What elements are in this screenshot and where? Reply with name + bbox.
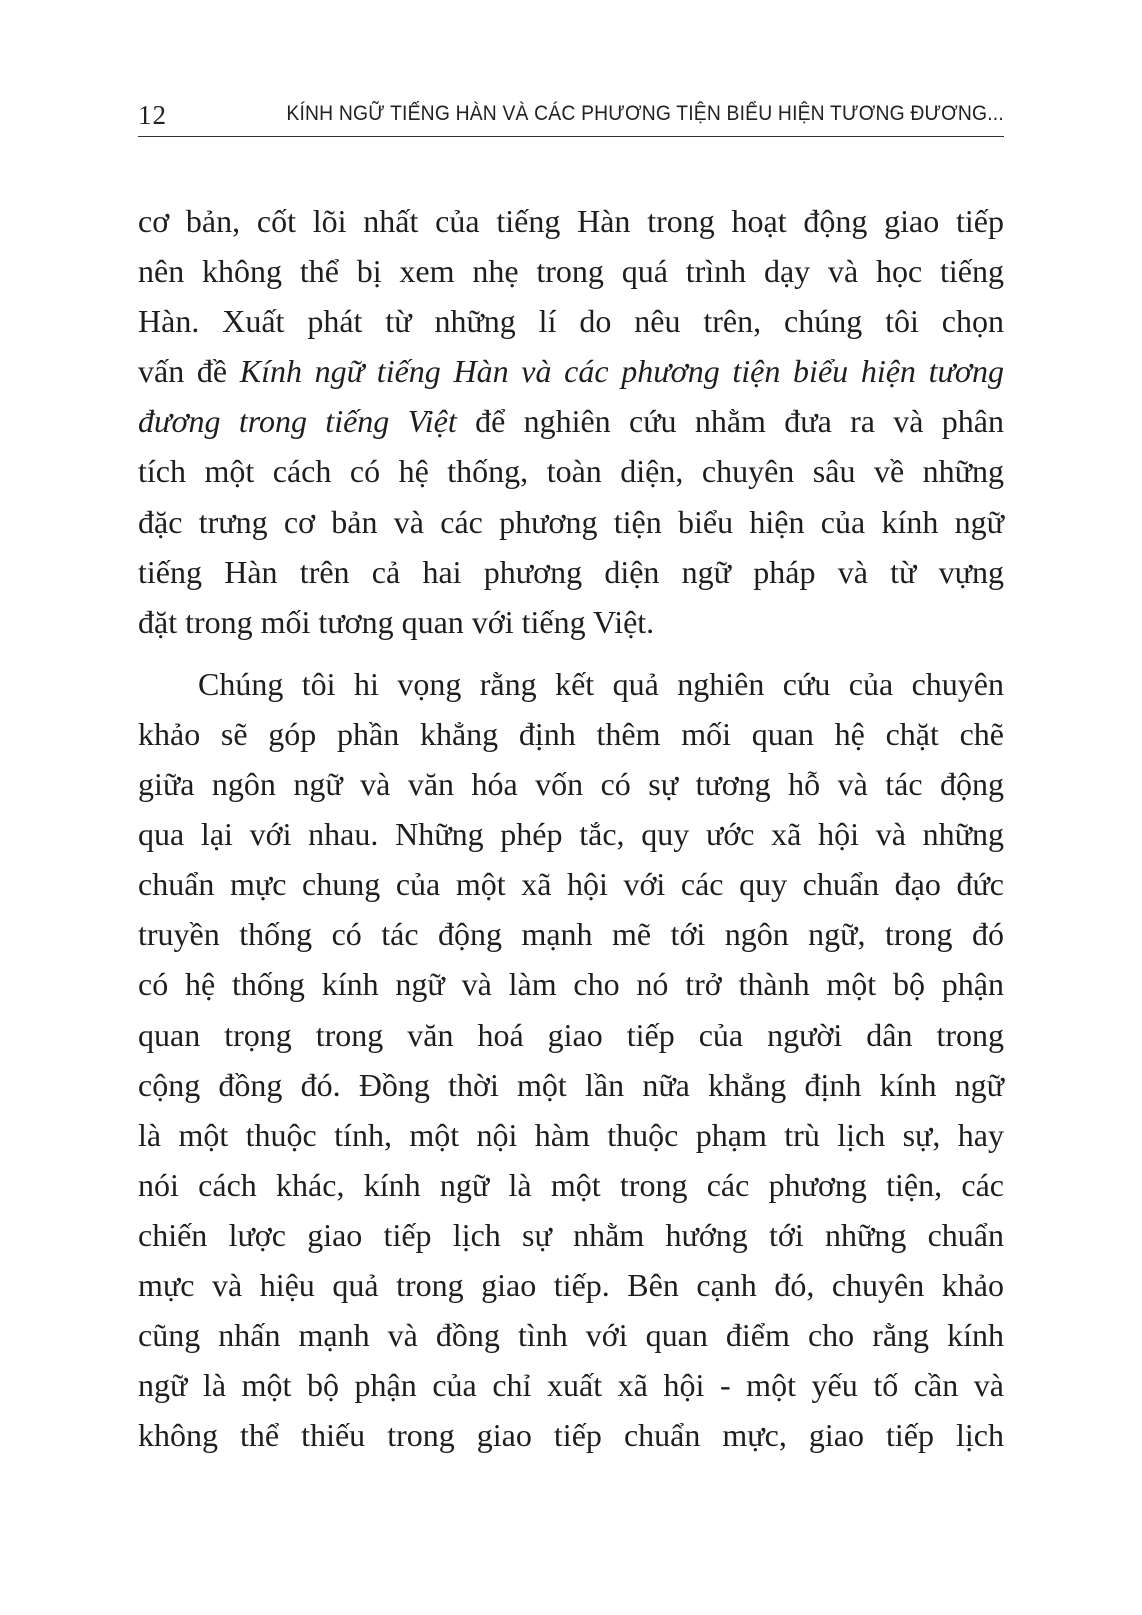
text-line: chuẩn mực chung của một xã hội với các quy chuẩn đạo đức <box>138 866 1004 903</box>
text-line: Hàn. Xuất phát từ những lí do nêu trên, chúng tôi chọn <box>138 303 1004 340</box>
text-line: cơ bản, cốt lõi nhất của tiếng Hàn trong hoạt động giao tiếp <box>138 203 1004 239</box>
text-line: ngữ là một bộ phận của chỉ xuất xã hội - một yếu tố cần và <box>138 1367 1004 1404</box>
page-number: 12 <box>138 100 167 130</box>
text-run: để nghiên cứu nhằm đưa ra và phân <box>456 403 1005 440</box>
italic-title-run: đương trong tiếng Việt <box>138 403 457 440</box>
paragraph-1 <box>138 196 1004 647</box>
text-line: mực và hiệu quả trong giao tiếp. Bên cạnh đó, chuyên khảo <box>138 1266 1004 1303</box>
header-divider <box>138 136 1004 137</box>
text-line: cộng đồng đó. Đồng thời một lần nữa khẳng định kính ngữ <box>138 1066 1004 1103</box>
text-line: Chúng tôi hi vọng rằng kết quả nghiên cứu của chuyên <box>198 665 1004 702</box>
text-line: đặc trưng cơ bản và các phương tiện biểu hiện của kính ngữ <box>138 503 1004 540</box>
text-line: là một thuộc tính, một nội hàm thuộc phạm trù lịch sự, hay <box>138 1116 1004 1153</box>
body-text <box>138 196 1004 1460</box>
text-line: có hệ thống kính ngữ và làm cho nó trở thành một bộ phận <box>138 966 1004 1003</box>
text-line: không thể thiếu trong giao tiếp chuẩn mực, giao tiếp lịch <box>138 1417 1004 1454</box>
text-line: nên không thể bị xem nhẹ trong quá trình dạy và học tiếng <box>138 253 1004 290</box>
text-line: quan trọng trong văn hoá giao tiếp của người dân trong <box>138 1016 1004 1053</box>
text-line: chiến lược giao tiếp lịch sự nhằm hướng tới những chuẩn <box>138 1216 1004 1253</box>
text-line: truyền thống có tác động mạnh mẽ tới ngôn ngữ, trong đó <box>138 916 1004 953</box>
italic-title-run: Kính ngữ tiếng Hàn và các phương tiện biểu hiện tương <box>239 353 1005 390</box>
text-line: tiếng Hàn trên cả hai phương diện ngữ pháp và từ vựng <box>138 553 1004 590</box>
text-run: vấn đề <box>138 353 240 390</box>
text-line: khảo sẽ góp phần khẳng định thêm mối quan hệ chặt chẽ <box>138 715 1004 752</box>
text-line: tích một cách có hệ thống, toàn diện, chuyên sâu về những <box>138 453 1004 490</box>
text-line: cũng nhấn mạnh và đồng tình với quan điểm cho rằng kính <box>138 1317 1004 1354</box>
page-header <box>138 96 1004 136</box>
paragraph-spacing <box>138 647 1004 659</box>
text-line: qua lại với nhau. Những phép tắc, quy ước xã hội và những <box>138 816 1004 853</box>
text-line: nói cách khác, kính ngữ là một trong các phương tiện, các <box>138 1166 1004 1203</box>
running-title: KÍNH NGỮ TIẾNG HÀN VÀ CÁC PHƯƠNG TIỆN BIỂU HIỆN TƯƠNG ĐƯƠNG... <box>286 102 1004 125</box>
text-line: giữa ngôn ngữ và văn hóa vốn có sự tương hỗ và tác động <box>138 766 1004 803</box>
paragraph-2 <box>138 659 1004 1461</box>
text-line: đặt trong mối tương quan với tiếng Việt. <box>138 603 655 640</box>
text-line <box>138 346 1004 396</box>
text-line <box>138 396 1004 446</box>
